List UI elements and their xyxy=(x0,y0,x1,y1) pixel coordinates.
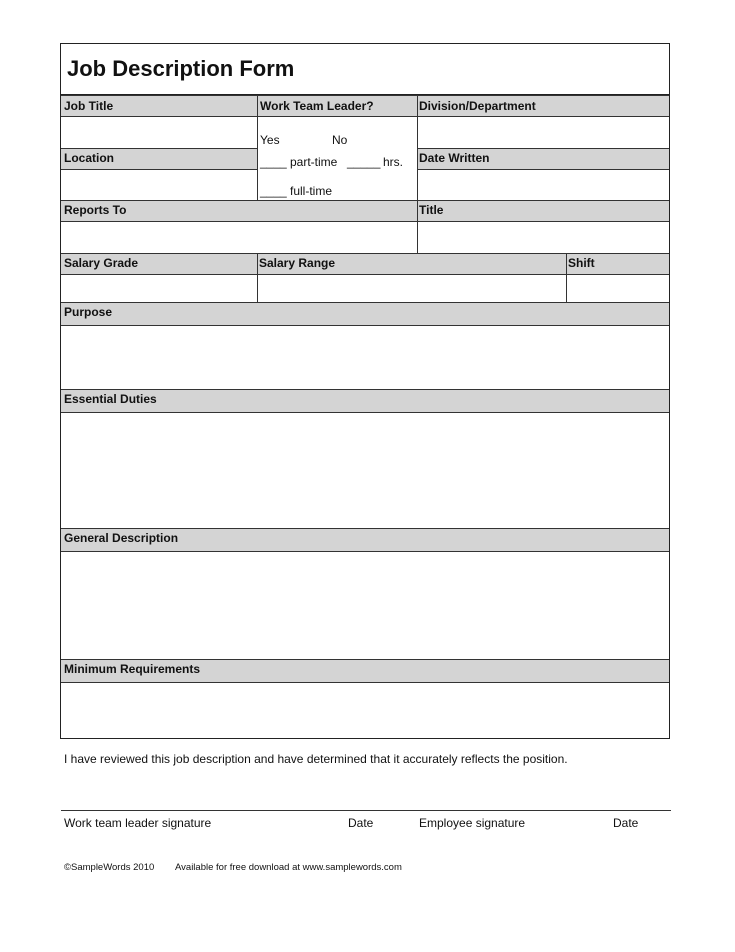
full-time-blank[interactable]: ____ xyxy=(260,184,287,198)
label-work-team-leader: Work Team Leader? xyxy=(260,99,374,113)
footer-download: Available for free download at www.samplewords.com xyxy=(175,862,402,873)
review-statement: I have reviewed this job description and have determined that it accurately reflects the position. xyxy=(64,752,568,766)
employee-signature-label: Employee signature xyxy=(419,816,526,830)
label-date-written: Date Written xyxy=(419,151,490,165)
label-shift: Shift xyxy=(568,256,595,270)
label-salary-range: Salary Range xyxy=(259,256,336,270)
minimum-requirements-field[interactable] xyxy=(61,683,669,738)
option-yes[interactable]: Yes xyxy=(260,133,280,147)
divider xyxy=(417,95,418,253)
salary-grade-field[interactable] xyxy=(61,275,257,302)
divider xyxy=(566,253,567,302)
general-description-field[interactable] xyxy=(61,552,669,659)
label-reports-to: Reports To xyxy=(64,203,127,217)
job-title-field[interactable] xyxy=(61,117,257,148)
form-title: Job Description Form xyxy=(67,56,295,81)
division-department-field[interactable] xyxy=(417,117,669,148)
label-job-title: Job Title xyxy=(64,99,114,113)
label-salary-grade: Salary Grade xyxy=(64,256,139,270)
title-field[interactable] xyxy=(417,222,669,253)
hours-blank[interactable]: _____ xyxy=(347,155,381,169)
date-written-field[interactable] xyxy=(417,170,669,200)
divider xyxy=(257,95,258,148)
signature-line xyxy=(61,810,671,811)
label-division-department: Division/Department xyxy=(419,99,536,113)
divider xyxy=(257,253,258,302)
hours-label: hrs. xyxy=(383,155,404,169)
essential-duties-field[interactable] xyxy=(61,413,669,528)
label-location: Location xyxy=(64,151,114,165)
job-description-form xyxy=(60,95,670,739)
employee-date-label: Date xyxy=(613,816,639,830)
label-title: Title xyxy=(419,203,444,217)
header-row-3 xyxy=(61,200,669,222)
part-time-blank[interactable]: ____ xyxy=(260,155,287,169)
leader-date-label: Date xyxy=(348,816,374,830)
location-field[interactable] xyxy=(61,170,257,200)
full-time-label: full-time xyxy=(290,184,333,198)
leader-signature-label: Work team leader signature xyxy=(64,816,212,830)
label-minimum-requirements: Minimum Requirements xyxy=(64,662,201,676)
divider xyxy=(257,148,258,200)
shift-field[interactable] xyxy=(566,275,669,302)
label-essential-duties: Essential Duties xyxy=(64,392,157,406)
salary-range-field[interactable] xyxy=(257,275,566,302)
reports-to-field[interactable] xyxy=(61,222,417,253)
form-title-box xyxy=(60,43,670,95)
label-general-description: General Description xyxy=(64,531,179,545)
label-purpose: Purpose xyxy=(64,305,113,319)
purpose-field[interactable] xyxy=(61,326,669,389)
part-time-label: part-time xyxy=(290,155,338,169)
option-no[interactable]: No xyxy=(332,133,348,147)
footer-copyright: ©SampleWords 2010 xyxy=(64,862,155,873)
header-purpose xyxy=(61,302,669,326)
